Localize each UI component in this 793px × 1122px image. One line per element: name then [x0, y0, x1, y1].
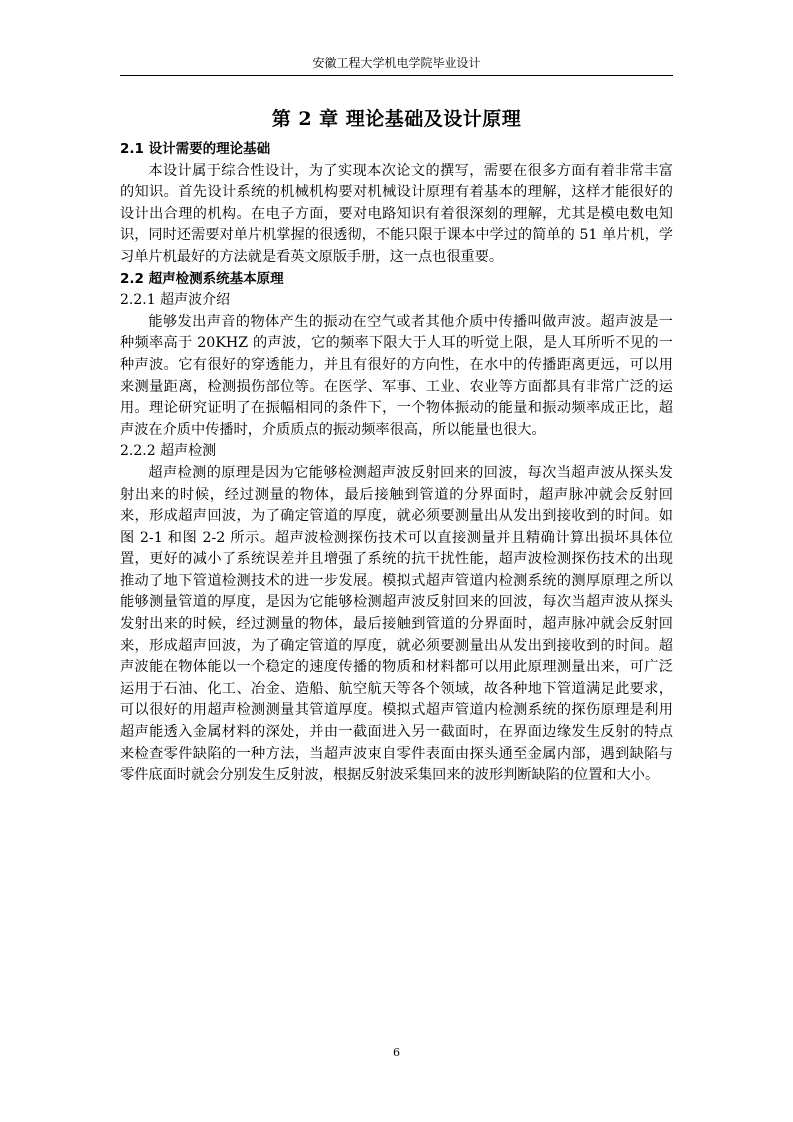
section-heading-2-2: 2.2 超声检测系统基本原理 [120, 270, 284, 287]
paragraph-2-2-2: 超声检测的原理是因为它能够检测超声波反射回来的回波，每次当超声波从探头发射出来的时候，经过测量的物体，最后接触到管道的分界面时，超声脉冲就会反射回来，形成超声回波，为了确定管道的厚度，就必须要测量出从发出到接收到的时间。如图 2-1 和图 2-2 所示。超声波检测探伤技术可以直接测量并且精确计算出损坏具体位置，更好的减小了系统误差并且增强了系统的抗干扰性能，超声波检测探伤技术的出现推动了地下管道检测技术的进一步发展。模拟式超声管道内检测系统的测厚原理之所以能够测量管道的厚度，是因为它能够检测超声波反射回来的回波，每次当超声波从探头发射出来的时候，经过测量的物体，最后接触到管道的分界面时，超声脉冲就会反射回来，形成超声回波，为了确定管道的厚度，就必须要测量出从发出到接收到的时间。超声波能在物体能以一个稳定的速度传播的物质和材料都可以用此原理测量出来，可广泛运用于石油、化工、冶金、造船、航空航天等各个领域，故各种地下管道满足此要求，可以很好的用超声检测测量其管道厚度。模拟式超声管道内检测系统的探伤原理是利用超声能透入金属材料的深处，并由一截面进入另一截面时，在界面边缘发生反射的特点来检查零件缺陷的一种方法，当超声波束自零件表面由探头通至金属内部，遇到缺陷与零件底面时就会分别发生反射波，根据反射波采集回来的波形判断缺陷的位置和大小。 [120, 464, 673, 784]
paragraph-2-2-1: 能够发出声音的物体产生的振动在空气或者其他介质中传播叫做声波。超声波是一种频率高于 20KHZ 的声波，它的频率下限大于人耳的听觉上限，是人耳所听不见的一种声波。它有很好的穿透能力，并且有很好的方向性，在水中的传播距离更远，可以用来测量距离，检测损伤部位等。在医学、军事、工业、农业等方面都具有非常广泛的运用。理论研究证明了在振幅相同的条件下，一个物体振动的能量和振动频率成正比，超声波在介质中传播时，介质质点的振动频率很高，所以能量也很大。 [120, 313, 673, 438]
chapter-title: 第 2 章 理论基础及设计原理 [271, 108, 522, 130]
subsection-heading-2-2-2: 2.2.2 超声检测 [120, 443, 217, 460]
page-header: 安徽工程大学机电学院毕业设计 [120, 54, 673, 76]
section-heading-2-1: 2.1 设计需要的理论基础 [120, 141, 271, 157]
paragraph-2-1: 本设计属于综合性设计，为了实现本次论文的撰写，需要在很多方面有着非常丰富的知识。首先设计系统的机械机构要对机械设计原理有着基本的理解，这样才能很好的设计出合理的机构。在电子方面，要对电路知识有着很深刻的理解，尤其是模电数电知识，同时还需要对单片机掌握的很透彻，不能只限于课本中学过的简单的 51 单片机，学习单片机最好的方法就是看英文原版手册，这一点也很重要。 [120, 162, 673, 265]
subsection-heading-2-2-1: 2.2.1 超声波介绍 [120, 292, 231, 309]
page-number: 6 [393, 1046, 400, 1059]
document-body [120, 139, 673, 787]
